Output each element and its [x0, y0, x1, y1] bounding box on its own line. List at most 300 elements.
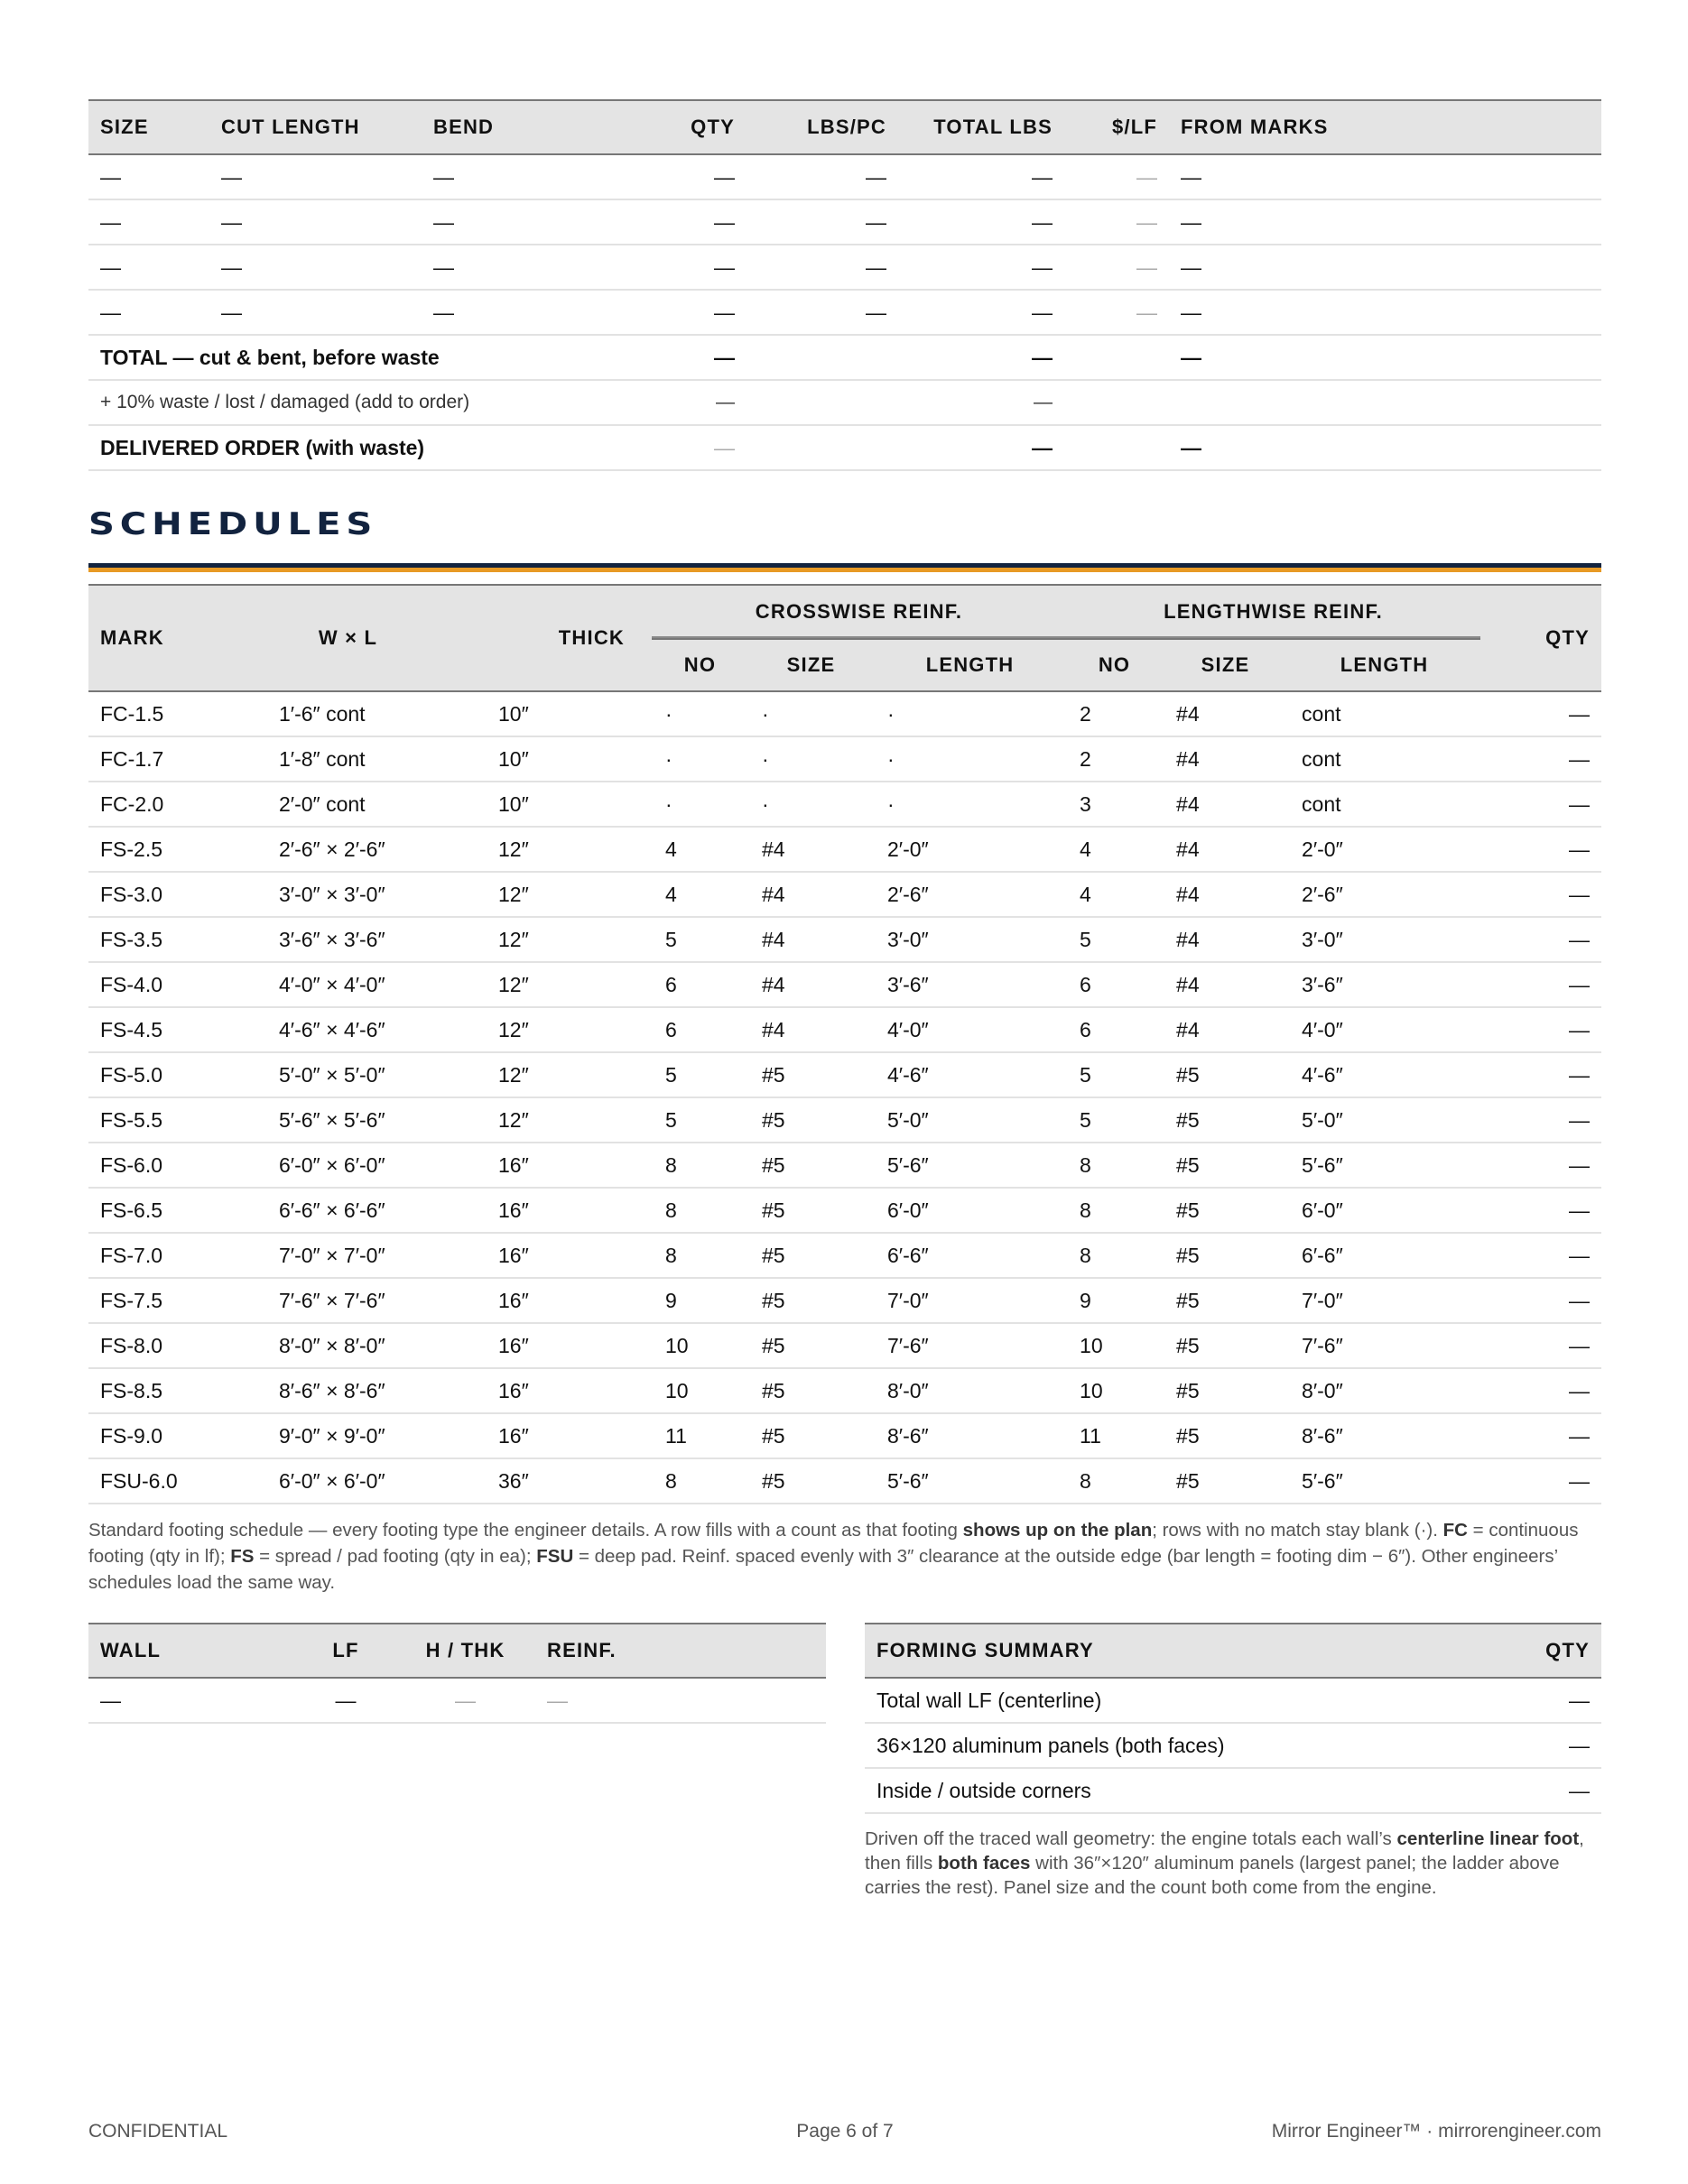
cell-lw-no: 10 — [1066, 1368, 1163, 1413]
note-emphasis: centerline linear foot — [1396, 1828, 1580, 1849]
cell-mark: FS-8.5 — [88, 1368, 267, 1413]
col-header-cw-length: LENGTH — [874, 639, 1066, 691]
note-text: Driven off the traced wall geometry: the engine totals each wall’s — [865, 1828, 1397, 1849]
summary-qty: — — [1493, 1678, 1601, 1723]
cell-lw-no: 2 — [1066, 736, 1163, 782]
cell-thick: 16″ — [498, 1368, 652, 1413]
cell-thick: 16″ — [498, 1233, 652, 1278]
cell-cw-no: 4 — [652, 827, 748, 872]
note-text: with 36″×120″ aluminum panels (largest panel; the ladder above carries the rest). Panel size and the count both come from the engine. — [865, 1853, 1560, 1898]
cell-cw-no: 4 — [652, 872, 748, 917]
cell-qty: — — [1480, 1097, 1601, 1143]
cell-lw-no: 4 — [1066, 827, 1163, 872]
wall-table — [88, 1623, 826, 1724]
group-underline — [1066, 636, 1480, 638]
note-emphasis: shows up on the plan — [962, 1520, 1153, 1541]
footing-schedule-table — [88, 584, 1601, 1504]
summary-label: 36×120 aluminum panels (both faces) — [865, 1723, 1493, 1768]
table-row — [88, 872, 1601, 917]
col-header-lbs-pc: LBS/PC — [747, 100, 898, 154]
cell-mark: FS-5.0 — [88, 1052, 267, 1097]
cell-lw-no: 3 — [1066, 782, 1163, 827]
cell-lw-len: 4′-6″ — [1288, 1052, 1480, 1097]
cell-lw-size: #5 — [1163, 1458, 1288, 1504]
cell-lw-size: #5 — [1163, 1143, 1288, 1188]
cell-bend: — — [422, 290, 634, 335]
col-header-reinf: REINF. — [535, 1624, 826, 1678]
cell-bend: — — [422, 199, 634, 245]
cell-size: — — [88, 154, 209, 199]
cell-thick: 12″ — [498, 1097, 652, 1143]
table-row — [865, 1768, 1601, 1813]
cell-mark: FS-2.5 — [88, 827, 267, 872]
cell-lbs-pc: — — [747, 154, 898, 199]
cell-lw-len: 5′-6″ — [1288, 1458, 1480, 1504]
cell-qty: — — [634, 290, 747, 335]
cell-bend: — — [422, 154, 634, 199]
note-text: ; rows with no match stay blank (·). — [1152, 1520, 1443, 1541]
col-header-h-thk: H / THK — [395, 1624, 535, 1678]
table-row — [88, 154, 1601, 199]
cell-lw-no: 5 — [1066, 1052, 1163, 1097]
table-row — [88, 1007, 1601, 1052]
cell-lw-size: #4 — [1163, 736, 1288, 782]
col-header-wall: WALL — [88, 1624, 296, 1678]
delivered-from-marks: — — [1169, 425, 1601, 470]
total-row — [88, 335, 1601, 380]
col-header-size: SIZE — [88, 100, 209, 154]
schedule-note — [88, 1517, 1601, 1596]
cell-qty: — — [1480, 1007, 1601, 1052]
cell-dollar-lf: — — [1064, 154, 1169, 199]
cell-lw-len: 7′-0″ — [1288, 1278, 1480, 1323]
waste-label: + 10% waste / lost / damaged (add to order) — [88, 380, 634, 425]
table-row — [88, 736, 1601, 782]
waste-row — [88, 380, 1601, 425]
cell-wxl: 6′-0″ × 6′-0″ — [267, 1143, 498, 1188]
cell-lw-size: #5 — [1163, 1278, 1288, 1323]
col-group-crosswise — [652, 585, 1066, 639]
cell-qty: — — [1480, 962, 1601, 1007]
col-header-lf: LF — [296, 1624, 395, 1678]
cell-total-lbs: — — [898, 245, 1064, 290]
cell-dollar-lf: — — [1064, 245, 1169, 290]
cell-cut-length: — — [209, 245, 422, 290]
cell-qty: — — [1480, 1413, 1601, 1458]
cell-cut-length: — — [209, 154, 422, 199]
cell-cw-no: · — [652, 782, 748, 827]
report-page — [88, 99, 1601, 1911]
cell-cw-no: 5 — [652, 1052, 748, 1097]
cell-thick: 16″ — [498, 1413, 652, 1458]
bottom-tables — [88, 1623, 1601, 1911]
table-header-row — [88, 1624, 826, 1678]
cell-cw-no: 8 — [652, 1458, 748, 1504]
cell-thick: 36″ — [498, 1458, 652, 1504]
cell-wxl: 3′-6″ × 3′-6″ — [267, 917, 498, 962]
lf-cell: — — [296, 1678, 395, 1723]
waste-total-lbs: — — [898, 380, 1064, 425]
cell-thick: 10″ — [498, 691, 652, 736]
cell-total-lbs: — — [898, 290, 1064, 335]
cell-lw-len: 8′-0″ — [1288, 1368, 1480, 1413]
cell-size: — — [88, 290, 209, 335]
cell-qty: — — [1480, 1278, 1601, 1323]
cell-lw-size: #4 — [1163, 917, 1288, 962]
note-text: = deep pad. Reinf. spaced evenly with 3″ clearance at the outside edge (bar length = footing dim − 6″). Other engineers’ schedules load the same way. — [88, 1546, 1558, 1593]
delivered-qty: — — [634, 425, 747, 470]
table-row — [88, 1097, 1601, 1143]
cell-lw-size: #5 — [1163, 1413, 1288, 1458]
cell-wxl: 7′-6″ × 7′-6″ — [267, 1278, 498, 1323]
cell-wxl: 5′-0″ × 5′-0″ — [267, 1052, 498, 1097]
cell-cw-no: · — [652, 736, 748, 782]
cell-qty: — — [1480, 736, 1601, 782]
table-row — [88, 782, 1601, 827]
cell-lw-size: #5 — [1163, 1323, 1288, 1368]
note-text: Standard footing schedule — every footing type the engineer details. A row fills with a count as that footing — [88, 1520, 963, 1541]
cell-mark: FC-1.7 — [88, 736, 267, 782]
table-row — [88, 290, 1601, 335]
cell-cw-len: 5′-0″ — [874, 1097, 1066, 1143]
cell-lw-no: 2 — [1066, 691, 1163, 736]
waste-qty: — — [634, 380, 747, 425]
cell-cw-no: 5 — [652, 1097, 748, 1143]
col-header-lw-size: SIZE — [1163, 639, 1288, 691]
cell-lw-no: 4 — [1066, 872, 1163, 917]
cell-dollar-lf: — — [1064, 290, 1169, 335]
cell-lw-len: 3′-6″ — [1288, 962, 1480, 1007]
cell-qty: — — [1480, 1052, 1601, 1097]
col-header-dollar-lf: $/LF — [1064, 100, 1169, 154]
cell-wxl: 1′-6″ cont — [267, 691, 498, 736]
table-row — [88, 827, 1601, 872]
cell-cw-len: 2′-0″ — [874, 827, 1066, 872]
rebar-cut-list-table — [88, 99, 1601, 471]
cell-total-lbs: — — [898, 199, 1064, 245]
cell-thick: 12″ — [498, 827, 652, 872]
cell-cw-len: 5′-6″ — [874, 1458, 1066, 1504]
cell-lw-len: 5′-0″ — [1288, 1097, 1480, 1143]
table-row — [88, 1278, 1601, 1323]
table-row — [88, 1368, 1601, 1413]
table-row — [865, 1678, 1601, 1723]
note-emphasis: FS — [230, 1546, 255, 1567]
section-title-schedules: SCHEDULES — [88, 506, 378, 542]
table-row — [88, 1323, 1601, 1368]
table-row — [88, 1233, 1601, 1278]
cell-cw-size: · — [748, 691, 874, 736]
col-header-lw-no: NO — [1066, 639, 1163, 691]
table-header-row — [865, 1624, 1601, 1678]
total-lbs: — — [898, 335, 1064, 380]
cell-mark: FS-6.0 — [88, 1143, 267, 1188]
cell-cw-size: #4 — [748, 827, 874, 872]
cell-cw-size: #4 — [748, 1007, 874, 1052]
cell-wxl: 8′-6″ × 8′-6″ — [267, 1368, 498, 1413]
cell-qty: — — [1480, 827, 1601, 872]
cell-lw-no: 8 — [1066, 1188, 1163, 1233]
cell-cw-len: 6′-6″ — [874, 1233, 1066, 1278]
cell-cw-size: · — [748, 782, 874, 827]
cell-mark: FS-3.0 — [88, 872, 267, 917]
cell-wxl: 8′-0″ × 8′-0″ — [267, 1323, 498, 1368]
col-header-cut-length: CUT LENGTH — [209, 100, 422, 154]
cell-qty: — — [1480, 1188, 1601, 1233]
cell-lw-len: 2′-0″ — [1288, 827, 1480, 872]
cell-wxl: 2′-0″ cont — [267, 782, 498, 827]
cell-qty: — — [1480, 1143, 1601, 1188]
note-emphasis: FSU — [536, 1546, 574, 1567]
wall-cell: — — [88, 1678, 296, 1723]
cell-thick: 16″ — [498, 1188, 652, 1233]
cell-lw-size: #5 — [1163, 1233, 1288, 1278]
cell-mark: FS-5.5 — [88, 1097, 267, 1143]
cell-thick: 10″ — [498, 782, 652, 827]
cell-lbs-pc: — — [747, 290, 898, 335]
cell-from-marks: — — [1169, 199, 1601, 245]
forming-note — [865, 1827, 1601, 1900]
note-emphasis: both faces — [937, 1853, 1031, 1874]
cell-cw-len: · — [874, 782, 1066, 827]
cell-thick: 16″ — [498, 1143, 652, 1188]
cell-qty: — — [1480, 1458, 1601, 1504]
total-from-marks: — — [1169, 335, 1601, 380]
cell-lw-size: #4 — [1163, 962, 1288, 1007]
cell-qty: — — [634, 245, 747, 290]
cell-cw-len: 6′-0″ — [874, 1188, 1066, 1233]
note-text: = continuous footing (qty in lf); — [88, 1520, 1579, 1567]
cell-lw-len: 6′-0″ — [1288, 1188, 1480, 1233]
cell-cw-len: 2′-6″ — [874, 872, 1066, 917]
col-header-bend: BEND — [422, 100, 634, 154]
table-row — [865, 1723, 1601, 1768]
cell-lw-size: #4 — [1163, 872, 1288, 917]
cell-lw-no: 5 — [1066, 917, 1163, 962]
cell-from-marks: — — [1169, 290, 1601, 335]
cell-mark: FSU-6.0 — [88, 1458, 267, 1504]
reinf-cell: — — [535, 1678, 826, 1723]
cell-wxl: 4′-6″ × 4′-6″ — [267, 1007, 498, 1052]
cell-thick: 16″ — [498, 1323, 652, 1368]
cell-cw-len: 3′-6″ — [874, 962, 1066, 1007]
cell-cw-len: 5′-6″ — [874, 1143, 1066, 1188]
cell-cw-no: · — [652, 691, 748, 736]
cell-cw-no: 10 — [652, 1323, 748, 1368]
wall-table-box — [88, 1623, 826, 1724]
cell-lw-size: #5 — [1163, 1052, 1288, 1097]
cell-lw-no: 8 — [1066, 1233, 1163, 1278]
cell-mark: FS-8.0 — [88, 1323, 267, 1368]
cell-cw-size: #5 — [748, 1097, 874, 1143]
cell-thick: 16″ — [498, 1278, 652, 1323]
cell-lw-no: 10 — [1066, 1323, 1163, 1368]
cell-lw-size: #4 — [1163, 827, 1288, 872]
cell-mark: FS-9.0 — [88, 1413, 267, 1458]
cell-cw-len: 4′-6″ — [874, 1052, 1066, 1097]
summary-qty: — — [1493, 1768, 1601, 1813]
cell-wxl: 7′-0″ × 7′-0″ — [267, 1233, 498, 1278]
cell-cw-no: 8 — [652, 1188, 748, 1233]
cell-mark: FS-7.5 — [88, 1278, 267, 1323]
cell-wxl: 5′-6″ × 5′-6″ — [267, 1097, 498, 1143]
cell-wxl: 1′-8″ cont — [267, 736, 498, 782]
col-header-mark: MARK — [88, 585, 267, 691]
cell-qty: — — [634, 154, 747, 199]
table-row — [88, 1678, 826, 1723]
cell-lw-len: 2′-6″ — [1288, 872, 1480, 917]
col-header-cw-no: NO — [652, 639, 748, 691]
cell-cw-size: #5 — [748, 1323, 874, 1368]
cell-thick: 12″ — [498, 962, 652, 1007]
section-rule-orange — [88, 568, 1601, 572]
cell-mark: FS-6.5 — [88, 1188, 267, 1233]
cell-qty: — — [1480, 1368, 1601, 1413]
cell-thick: 12″ — [498, 1007, 652, 1052]
cell-lw-size: #4 — [1163, 1007, 1288, 1052]
cell-mark: FS-7.0 — [88, 1233, 267, 1278]
table-row — [88, 1413, 1601, 1458]
cell-size: — — [88, 199, 209, 245]
footer-brand: Mirror Engineer™ · mirrorengineer.com — [1271, 2121, 1601, 2142]
table-row — [88, 1143, 1601, 1188]
cell-lw-size: #4 — [1163, 782, 1288, 827]
delivered-label: DELIVERED ORDER (with waste) — [88, 425, 634, 470]
note-emphasis: FC — [1442, 1520, 1468, 1541]
cell-from-marks: — — [1169, 245, 1601, 290]
cell-lw-no: 6 — [1066, 962, 1163, 1007]
page-footer — [88, 2121, 1601, 2148]
cell-lw-no: 8 — [1066, 1143, 1163, 1188]
table-row — [88, 245, 1601, 290]
cell-wxl: 2′-6″ × 2′-6″ — [267, 827, 498, 872]
table-row — [88, 1458, 1601, 1504]
cell-dollar-lf: — — [1064, 199, 1169, 245]
table-row — [88, 199, 1601, 245]
cell-cw-size: #4 — [748, 917, 874, 962]
cell-cw-len: 8′-0″ — [874, 1368, 1066, 1413]
cell-cw-size: #5 — [748, 1458, 874, 1504]
footer-confidential: CONFIDENTIAL — [88, 2121, 228, 2142]
cell-lbs-pc: — — [747, 245, 898, 290]
cell-mark: FS-3.5 — [88, 917, 267, 962]
cell-wxl: 4′-0″ × 4′-0″ — [267, 962, 498, 1007]
cell-lw-size: #5 — [1163, 1188, 1288, 1233]
table-header-row — [88, 100, 1601, 154]
cell-lw-len: 8′-6″ — [1288, 1413, 1480, 1458]
forming-summary-box — [865, 1623, 1601, 1919]
footer-page-number: Page 6 of 7 — [796, 2121, 894, 2142]
forming-summary-table — [865, 1623, 1601, 1814]
note-text: = spread / pad footing (qty in ea); — [254, 1546, 537, 1567]
cell-cw-size: #5 — [748, 1233, 874, 1278]
cell-cw-size: #5 — [748, 1413, 874, 1458]
cell-mark: FC-1.5 — [88, 691, 267, 736]
cell-lw-len: 6′-6″ — [1288, 1233, 1480, 1278]
col-header-forming-summary: FORMING SUMMARY — [865, 1624, 1493, 1678]
schedule-header-row-1 — [88, 585, 1601, 639]
cell-bend: — — [422, 245, 634, 290]
col-header-lw-length: LENGTH — [1288, 639, 1480, 691]
cell-from-marks: — — [1169, 154, 1601, 199]
cell-cw-no: 10 — [652, 1368, 748, 1413]
cell-cw-size: · — [748, 736, 874, 782]
cell-cw-size: #5 — [748, 1278, 874, 1323]
cell-size: — — [88, 245, 209, 290]
cell-thick: 10″ — [498, 736, 652, 782]
col-header-from-marks: FROM MARKS — [1169, 100, 1601, 154]
cell-lw-no: 8 — [1066, 1458, 1163, 1504]
cell-cut-length: — — [209, 290, 422, 335]
cell-lw-len: 3′-0″ — [1288, 917, 1480, 962]
cell-lw-size: #4 — [1163, 691, 1288, 736]
cell-qty: — — [1480, 872, 1601, 917]
cell-mark: FC-2.0 — [88, 782, 267, 827]
col-header-thick: THICK — [498, 585, 652, 691]
total-label: TOTAL — cut & bent, before waste — [88, 335, 634, 380]
cell-lw-len: cont — [1288, 691, 1480, 736]
cell-qty: — — [1480, 782, 1601, 827]
cell-cw-len: 8′-6″ — [874, 1413, 1066, 1458]
total-qty: — — [634, 335, 747, 380]
cell-qty: — — [1480, 691, 1601, 736]
cell-cw-len: · — [874, 736, 1066, 782]
cell-cut-length: — — [209, 199, 422, 245]
cell-cw-size: #5 — [748, 1188, 874, 1233]
cell-wxl: 9′-0″ × 9′-0″ — [267, 1413, 498, 1458]
cell-mark: FS-4.0 — [88, 962, 267, 1007]
summary-label: Total wall LF (centerline) — [865, 1678, 1493, 1723]
cell-cw-len: 7′-0″ — [874, 1278, 1066, 1323]
cell-cw-len: · — [874, 691, 1066, 736]
cell-cw-no: 8 — [652, 1143, 748, 1188]
cell-qty: — — [1480, 1233, 1601, 1278]
col-header-qty: QTY — [1480, 585, 1601, 691]
summary-label: Inside / outside corners — [865, 1768, 1493, 1813]
cell-wxl: 3′-0″ × 3′-0″ — [267, 872, 498, 917]
cell-wxl: 6′-6″ × 6′-6″ — [267, 1188, 498, 1233]
col-header-cw-size: SIZE — [748, 639, 874, 691]
cell-lw-len: cont — [1288, 736, 1480, 782]
cell-cw-no: 9 — [652, 1278, 748, 1323]
cell-cw-no: 11 — [652, 1413, 748, 1458]
col-header-qty: QTY — [1493, 1624, 1601, 1678]
cell-cw-size: #4 — [748, 872, 874, 917]
cell-lw-size: #5 — [1163, 1368, 1288, 1413]
group-underline — [652, 636, 1066, 638]
table-row — [88, 691, 1601, 736]
table-row — [88, 962, 1601, 1007]
cell-total-lbs: — — [898, 154, 1064, 199]
cell-cw-no: 5 — [652, 917, 748, 962]
cell-cw-len: 4′-0″ — [874, 1007, 1066, 1052]
cell-cw-no: 6 — [652, 962, 748, 1007]
cell-cw-no: 6 — [652, 1007, 748, 1052]
cell-cw-len: 7′-6″ — [874, 1323, 1066, 1368]
cell-cw-size: #4 — [748, 962, 874, 1007]
cell-lw-no: 11 — [1066, 1413, 1163, 1458]
cell-lw-len: cont — [1288, 782, 1480, 827]
lengthwise-label: LENGTHWISE REINF. — [1164, 600, 1383, 623]
note-text: , then fills — [865, 1828, 1584, 1874]
cell-cw-size: #5 — [748, 1143, 874, 1188]
cell-cw-size: #5 — [748, 1368, 874, 1413]
cell-wxl: 6′-0″ × 6′-0″ — [267, 1458, 498, 1504]
col-header-qty: QTY — [634, 100, 747, 154]
crosswise-label: CROSSWISE REINF. — [755, 600, 963, 623]
cell-qty: — — [1480, 1323, 1601, 1368]
table-row — [88, 1188, 1601, 1233]
